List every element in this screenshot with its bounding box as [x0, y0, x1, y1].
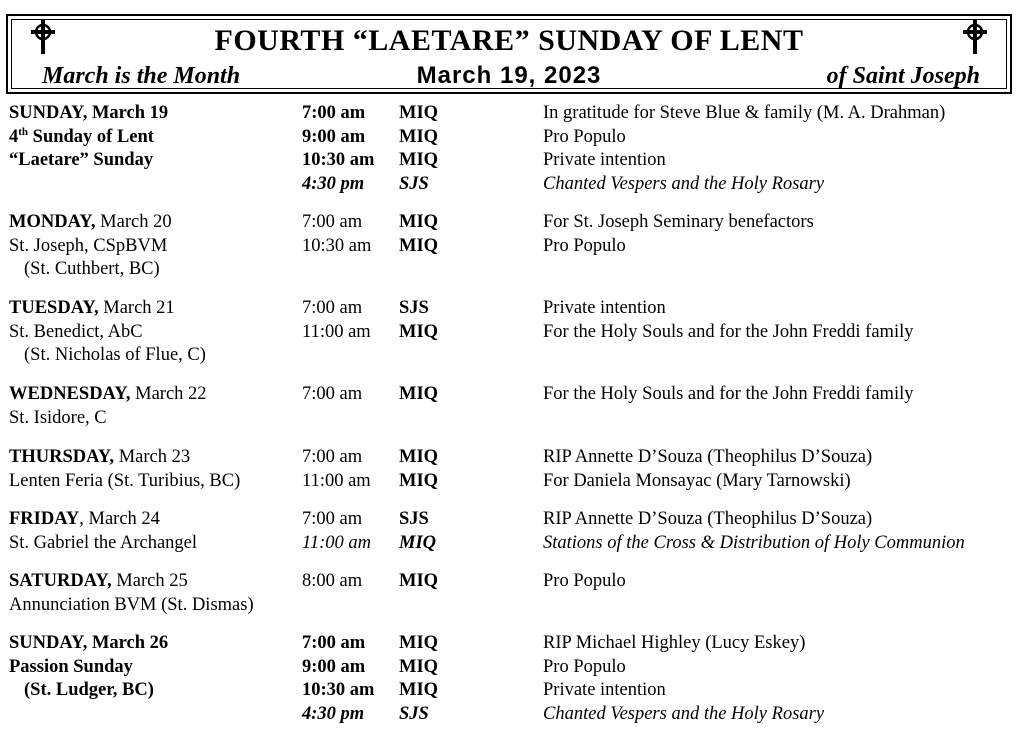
commemoration-label: (St. Cuthbert, BC)	[24, 259, 160, 280]
schedule-line	[0, 344, 1024, 368]
bulletin-date: March 19, 2023	[416, 62, 602, 89]
mass-time: 11:00 am	[302, 532, 372, 553]
commemoration-label: (St. Ludger, BC)	[24, 680, 154, 701]
day-label: FRIDAY, March 24	[9, 509, 160, 529]
mass-time: 10:30 am	[302, 150, 375, 171]
feast-label: St. Isidore, C	[9, 407, 107, 428]
mass-location: MIQ	[399, 571, 439, 591]
mass-time: 7:00 am	[302, 103, 366, 123]
schedule-line	[0, 446, 1024, 470]
day-label: TUESDAY, March 21	[9, 298, 175, 318]
mass-intention: Chanted Vespers and the Holy Rosary	[543, 703, 825, 724]
feast-label: St. Joseph, CSpBVM	[9, 235, 168, 256]
schedule-line	[0, 532, 1024, 556]
feast-label: Passion Sunday	[9, 656, 133, 677]
mass-intention: Pro Populo	[543, 656, 626, 677]
schedule-line	[0, 632, 1024, 656]
mass-location: MIQ	[399, 680, 439, 701]
schedule-line	[0, 594, 1024, 618]
schedule-line	[0, 297, 1024, 321]
schedule-line	[0, 102, 1024, 126]
mass-time: 7:00 am	[302, 633, 366, 653]
mass-location: MIQ	[399, 633, 439, 653]
mass-location: MIQ	[399, 532, 437, 553]
mass-time: 7:00 am	[302, 447, 363, 467]
mass-time: 11:00 am	[302, 321, 371, 342]
mass-time: 10:30 am	[302, 680, 375, 701]
feast-label: Annunciation BVM (St. Dismas)	[9, 594, 254, 615]
day-block-monday-mar20	[0, 211, 1024, 282]
mass-location: MIQ	[399, 321, 439, 342]
mass-intention: Private intention	[543, 680, 666, 701]
mass-intention: For Daniela Monsayac (Mary Tarnowski)	[543, 470, 851, 491]
mass-time: 10:30 am	[302, 235, 372, 256]
mass-intention: In gratitude for Steve Blue & family (M. A. Drahman)	[543, 103, 946, 123]
mass-location: MIQ	[399, 212, 439, 232]
mass-time: 9:00 am	[302, 126, 366, 147]
schedule-line	[0, 235, 1024, 259]
day-label: WEDNESDAY, March 22	[9, 384, 207, 404]
schedule-line	[0, 656, 1024, 680]
mass-time: 7:00 am	[302, 298, 363, 318]
schedule-line	[0, 703, 1024, 727]
day-label: MONDAY, March 20	[9, 212, 172, 232]
day-block-sunday-mar19	[0, 102, 1024, 196]
schedule-line	[0, 679, 1024, 703]
mass-intention: For the Holy Souls and for the John Freddi family	[543, 384, 914, 404]
schedule-line	[0, 508, 1024, 532]
mass-intention: For St. Joseph Seminary benefactors	[543, 212, 814, 232]
day-block-sunday-mar26	[0, 632, 1024, 726]
mass-location: MIQ	[399, 126, 439, 147]
month-dedication-left: March is the Month	[42, 63, 241, 89]
mass-intention: RIP Annette D’Souza (Theophilus D’Souza)	[543, 509, 873, 529]
mass-time: 4:30 pm	[302, 703, 365, 724]
mass-location: SJS	[399, 703, 429, 724]
schedule-line	[0, 126, 1024, 150]
mass-intention: Pro Populo	[543, 235, 626, 256]
mass-time: 7:00 am	[302, 212, 363, 232]
header-box	[6, 14, 1012, 94]
feast-label: 4th Sunday of Lent	[9, 125, 154, 147]
day-label: SATURDAY, March 25	[9, 571, 188, 591]
mass-time: 8:00 am	[302, 571, 363, 591]
day-label: THURSDAY, March 23	[9, 447, 191, 467]
mass-location: MIQ	[399, 656, 439, 677]
schedule-line	[0, 173, 1024, 197]
mass-location: SJS	[399, 173, 429, 194]
day-block-saturday-mar25	[0, 570, 1024, 617]
mass-time: 9:00 am	[302, 656, 366, 677]
month-dedication-right: of Saint Joseph	[826, 63, 980, 89]
feast-label: “Laetare” Sunday	[9, 150, 154, 171]
schedule-line	[0, 149, 1024, 173]
day-block-tuesday-mar21	[0, 297, 1024, 368]
day-block-friday-mar24	[0, 508, 1024, 555]
schedule-line	[0, 383, 1024, 407]
mass-location: MIQ	[399, 447, 439, 467]
mass-intention: RIP Annette D’Souza (Theophilus D’Souza)	[543, 447, 873, 467]
mass-location: MIQ	[399, 103, 439, 123]
commemoration-label: (St. Nicholas of Flue, C)	[24, 345, 206, 366]
schedule-line	[0, 570, 1024, 594]
mass-intention: Pro Populo	[543, 126, 626, 147]
day-label: SUNDAY, March 26	[9, 633, 169, 653]
mass-intention: Private intention	[543, 298, 666, 318]
schedule-line	[0, 211, 1024, 235]
mass-location: SJS	[399, 298, 429, 318]
mass-intention: Chanted Vespers and the Holy Rosary	[543, 173, 825, 194]
page-title: FOURTH “LAETARE” SUNDAY OF LENT	[214, 24, 804, 57]
mass-location: MIQ	[399, 150, 439, 171]
mass-location: MIQ	[399, 235, 439, 256]
mass-time: 7:00 am	[302, 509, 363, 529]
mass-time: 7:00 am	[302, 384, 363, 404]
mass-location: SJS	[399, 509, 429, 529]
day-block-wednesday-mar22	[0, 383, 1024, 430]
mass-time: 4:30 pm	[302, 173, 365, 194]
schedule-line	[0, 258, 1024, 282]
mass-location: MIQ	[399, 384, 439, 404]
schedule-line	[0, 321, 1024, 345]
day-block-thursday-mar23	[0, 446, 1024, 493]
mass-location: MIQ	[399, 470, 439, 491]
mass-intention: Stations of the Cross & Distribution of Holy Communion	[543, 532, 965, 553]
mass-time: 11:00 am	[302, 470, 371, 491]
schedule-line	[0, 470, 1024, 494]
feast-label: St. Gabriel the Archangel	[9, 532, 198, 553]
schedule-line	[0, 407, 1024, 431]
mass-intention: RIP Michael Highley (Lucy Eskey)	[543, 633, 806, 653]
mass-intention: Pro Populo	[543, 571, 626, 591]
feast-label: Lenten Feria (St. Turibius, BC)	[9, 470, 241, 491]
day-label: SUNDAY, March 19	[9, 103, 169, 123]
mass-intention: For the Holy Souls and for the John Freddi family	[543, 321, 914, 342]
mass-intention: Private intention	[543, 150, 666, 171]
feast-label: St. Benedict, AbC	[9, 321, 143, 342]
